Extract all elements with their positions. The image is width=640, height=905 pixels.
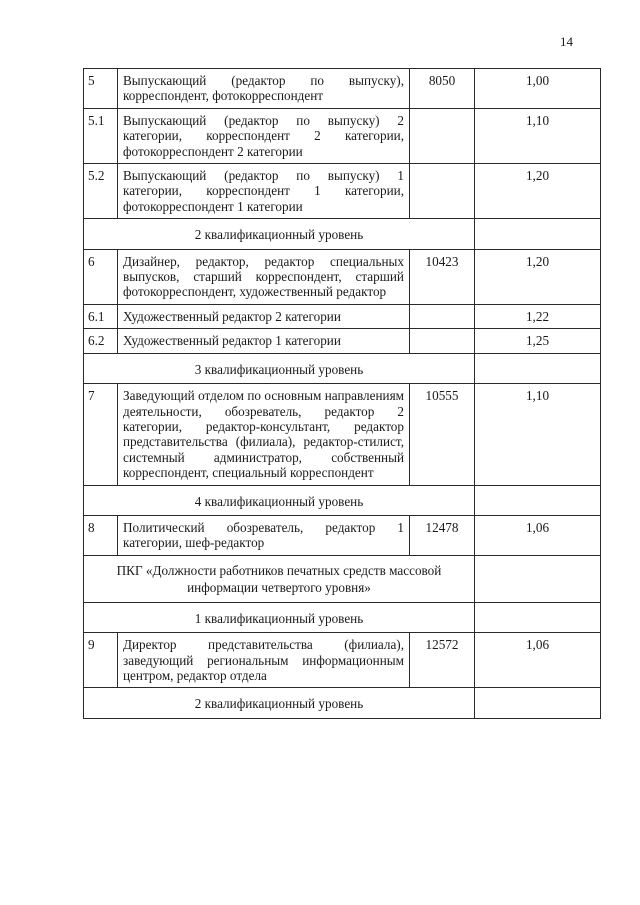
level-heading-row [84,485,601,515]
salary-value: 10555 [410,384,475,485]
position-title: Директор представительства (филиала), заведующий региональным информационным центром, редактор отдела [118,633,410,688]
row-number: 5 [84,69,118,109]
coefficient-value: 1,25 [475,329,601,353]
empty-cell [475,555,601,602]
row-number: 9 [84,633,118,688]
coefficient-value: 1,10 [475,384,601,485]
coefficient-value: 1,22 [475,304,601,328]
position-title: Заведующий отделом по основным направлениям деятельности, обозреватель, редактор 2 категории, редактор-консультант, редактор представительства (филиала), редактор-стилист, системный администратор, собственный корреспондент, специальный корреспондент [118,384,410,485]
coefficient-value: 1,10 [475,108,601,163]
coefficient-value: 1,06 [475,633,601,688]
level-heading: 3 квалификационный уровень [84,353,475,383]
level-heading-row [84,353,601,383]
position-title: Выпускающий (редактор по выпуску) 1 категории, корреспондент 1 категории, фотокорреспондент 1 категории [118,164,410,219]
level-heading: 2 квалификационный уровень [84,219,475,249]
salary-value [410,108,475,163]
table-row [84,384,601,485]
salary-value: 10423 [410,249,475,304]
position-title: Политический обозреватель, редактор 1 категории, шеф-редактор [118,515,410,555]
position-title: Художественный редактор 2 категории [118,304,410,328]
table-row [84,69,601,109]
salary-value: 12478 [410,515,475,555]
group-heading: ПКГ «Должности работников печатных средств массовой информации четвертого уровня» [84,555,475,602]
empty-cell [475,688,601,718]
empty-cell [475,485,601,515]
positions-table [83,68,601,719]
row-number: 8 [84,515,118,555]
table-row [84,633,601,688]
level-heading: 2 квалификационный уровень [84,688,475,718]
position-title: Художественный редактор 1 категории [118,329,410,353]
salary-value [410,304,475,328]
coefficient-value: 1,00 [475,69,601,109]
table-row [84,164,601,219]
level-heading-row [84,688,601,718]
salary-value: 12572 [410,633,475,688]
row-number: 5.2 [84,164,118,219]
coefficient-value: 1,06 [475,515,601,555]
table-row [84,304,601,328]
table-row [84,249,601,304]
group-heading-row [84,555,601,602]
salary-value [410,329,475,353]
table-row [84,329,601,353]
row-number: 6.1 [84,304,118,328]
coefficient-value: 1,20 [475,249,601,304]
row-number: 6.2 [84,329,118,353]
level-heading: 4 квалификационный уровень [84,485,475,515]
position-title: Выпускающий (редактор по выпуску) 2 категории, корреспондент 2 категории, фотокорреспондент 2 категории [118,108,410,163]
position-title: Дизайнер, редактор, редактор специальных выпусков, старший корреспондент, старший фотокорреспондент, художественный редактор [118,249,410,304]
row-number: 7 [84,384,118,485]
row-number: 6 [84,249,118,304]
empty-cell [475,353,601,383]
empty-cell [475,602,601,632]
position-title: Выпускающий (редактор по выпуску), корреспондент, фотокорреспондент [118,69,410,109]
table-row [84,108,601,163]
salary-value [410,164,475,219]
level-heading: 1 квалификационный уровень [84,602,475,632]
row-number: 5.1 [84,108,118,163]
empty-cell [475,219,601,249]
salary-value: 8050 [410,69,475,109]
table-row [84,515,601,555]
level-heading-row [84,219,601,249]
page-number: 14 [560,34,573,49]
coefficient-value: 1,20 [475,164,601,219]
level-heading-row [84,602,601,632]
